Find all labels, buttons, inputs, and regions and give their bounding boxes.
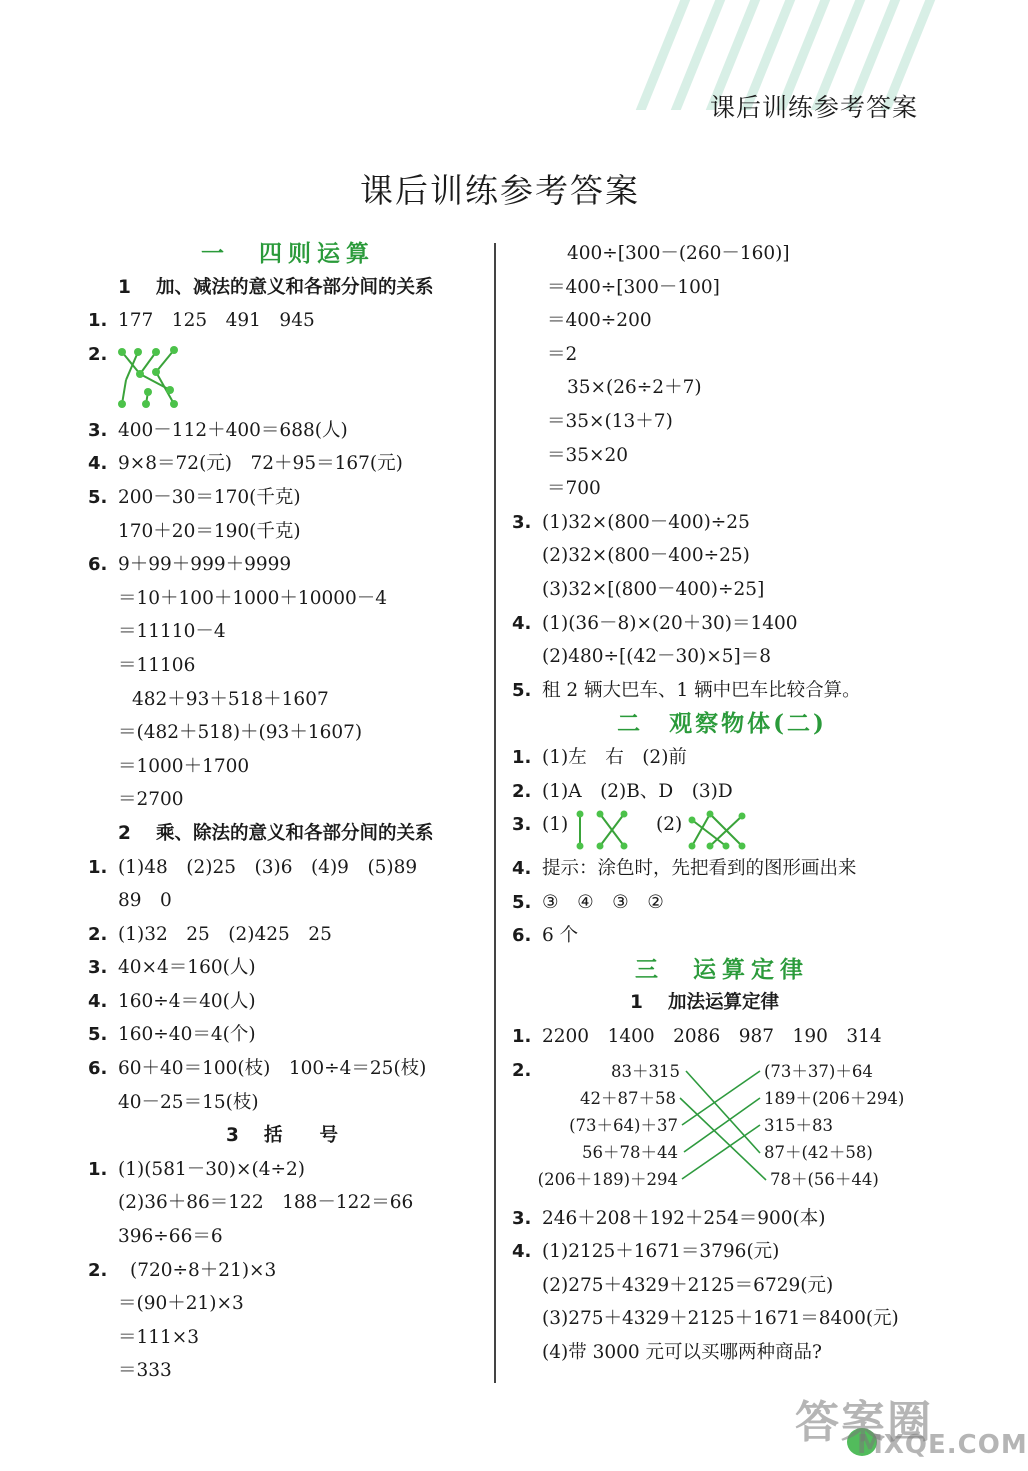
answer-item: 4. (1)(36－8)×(20＋30)＝1400 xyxy=(512,612,798,634)
right-column xyxy=(512,237,932,1370)
answer-continuation: ＝400÷200 xyxy=(547,310,652,332)
answer-item: 2. (1)A (2)B、D (3)D xyxy=(512,780,733,802)
answer-item: 2. (1)32 25 (2)425 25 xyxy=(88,923,332,945)
right-expression: 87＋(42＋58) xyxy=(764,1142,873,1162)
answer-item: 5. ③ ④ ③ ② xyxy=(512,891,664,913)
right-expression: 78＋(56＋44) xyxy=(770,1169,879,1189)
answer-continuation: ＝35×20 xyxy=(547,444,629,466)
answer-continuation: ＝111×3 xyxy=(118,1326,200,1348)
left-expression: 42＋87＋58 xyxy=(580,1088,676,1108)
answer-continuation: ＝(90＋21)×3 xyxy=(118,1293,244,1315)
answer-item: 1. 177 125 491 945 xyxy=(88,310,315,332)
answer-item: 3. 246＋208＋192＋254＝900(本) xyxy=(512,1207,826,1229)
answer-item: 2. 83＋315 42＋87＋58 (73＋64)＋37 56＋78＋44 (206＋189)＋294 (73＋37)＋64 189＋(206＋294) 315＋83 87＋(42＋58) 78＋(56＋44) xyxy=(512,1054,932,1202)
answer-continuation: (3)275＋4329＋2125＋1671＝8400(元) xyxy=(542,1308,899,1330)
answer-item: 6. 60＋40＝100(枝) 100÷4＝25(枝) xyxy=(88,1058,427,1080)
answer-continuation: (2)32×(800－400÷25) xyxy=(542,545,750,567)
page-title: 课后训练参考答案 xyxy=(360,171,640,210)
answer-item: 4. 160÷4＝40(人) xyxy=(88,990,256,1012)
answer-continuation: 170＋20＝190(千克) xyxy=(118,520,301,542)
answer-continuation: ＝333 xyxy=(118,1360,172,1382)
right-expression: (73＋37)＋64 xyxy=(764,1061,873,1081)
answer-continuation: (2)36＋86＝122 188－122＝66 xyxy=(118,1192,414,1214)
answer-continuation: ＝700 xyxy=(547,478,601,500)
right-expression: 315＋83 xyxy=(764,1115,833,1135)
answer-item: 3. 40×4＝160(人) xyxy=(88,957,256,979)
answer-continuation: (2)480÷[(42－30)×5]＝8 xyxy=(542,646,772,668)
left-expression: 83＋315 xyxy=(611,1061,680,1081)
answer-item: 2. xyxy=(88,338,488,414)
answer-continuation: 89 0 xyxy=(118,890,172,912)
chapter-heading: 二 观察物体(二) xyxy=(617,710,827,738)
answer-item: 6. 9＋99＋999＋9999 xyxy=(88,554,292,576)
answer-continuation: 35×(26÷2＋7) xyxy=(567,377,702,399)
answer-item: 1. (1)(581－30)×(4÷2) xyxy=(88,1158,305,1180)
watermark xyxy=(787,1386,1028,1461)
running-header: 课后训练参考答案 xyxy=(709,93,918,122)
answer-item: 2. (720÷8＋21)×3 xyxy=(88,1259,277,1281)
left-expression: (206＋189)＋294 xyxy=(537,1169,678,1189)
answer-continuation: 482＋93＋518＋1607 xyxy=(132,688,329,710)
watermark-url: MXQE.COM xyxy=(857,1430,1028,1460)
answer-continuation: ＝10＋100＋1000＋10000－4 xyxy=(118,587,388,609)
left-expression: (73＋64)＋37 xyxy=(569,1115,678,1135)
matching-diagram-2 xyxy=(690,812,760,852)
answer-item: 4. (1)2125＋1671＝3796(元) xyxy=(512,1241,780,1263)
answer-continuation: ＝400÷[300－100] xyxy=(547,276,720,298)
answer-item: 1. (1)左 右 (2)前 xyxy=(512,746,687,768)
answer-continuation: 40－25＝15(枝) xyxy=(118,1091,259,1113)
answer-continuation: (2)275＋4329＋2125＝6729(元) xyxy=(542,1274,834,1296)
matching-diagram-1 xyxy=(578,812,638,852)
answer-item: 4. 提示：涂色时，先把看到的图形画出来 xyxy=(512,858,857,880)
answer-item: 1. (1)48 (2)25 (3)6 (4)9 (5)89 xyxy=(88,856,418,878)
matching-expressions xyxy=(512,1054,912,1194)
section-heading: 3 括 号 xyxy=(226,1125,339,1147)
answer-continuation: ＝(482＋518)＋(93＋1607) xyxy=(118,722,363,744)
answer-item: 4. 9×8＝72(元) 72＋95＝167(元) xyxy=(88,453,403,475)
section-heading: 1 加、减法的意义和各部分间的关系 xyxy=(118,276,434,298)
answer-item: 3. (1)32×(800－400)÷25 xyxy=(512,511,750,533)
answer-continuation: 396÷66＝6 xyxy=(118,1226,223,1248)
chapter-heading: 三 运算定律 xyxy=(635,955,809,983)
answer-item: 5. 160÷40＝4(个) xyxy=(88,1024,256,1046)
section-heading: 1 加法运算定律 xyxy=(630,992,780,1014)
answer-continuation: ＝2 xyxy=(547,343,578,365)
answer-continuation: 400÷[300－(260－160)] xyxy=(567,243,790,264)
answer-item: 1. 2200 1400 2086 987 190 314 xyxy=(512,1026,882,1048)
answer-continuation: (4)带 3000 元可以买哪两种商品? xyxy=(542,1342,822,1364)
answer-item: 3. (1) (2) xyxy=(512,808,932,852)
header-decoration xyxy=(640,0,960,95)
left-column xyxy=(88,237,488,1388)
chapter-heading: 一 四则运算 xyxy=(201,240,375,267)
answer-continuation: ＝11106 xyxy=(118,654,196,676)
answer-continuation: ＝35×(13＋7) xyxy=(547,410,673,432)
answer-item: 6. 6 个 xyxy=(512,925,579,947)
answer-continuation: ＝2700 xyxy=(118,789,184,811)
watermark-text: 答案圈 xyxy=(795,1397,933,1448)
section-heading: 2 乘、除法的意义和各部分间的关系 xyxy=(118,822,434,844)
answer-item: 3. 400－112＋400＝688(人) xyxy=(88,419,348,441)
answer-item: 5. 租 2 辆大巴车、1 辆中巴车比较合算。 xyxy=(512,679,861,701)
answer-continuation: ＝11110－4 xyxy=(118,621,226,643)
answer-item: 5. 200－30＝170(千克) xyxy=(88,486,301,508)
answer-continuation: (3)32×[(800－400)÷25] xyxy=(542,578,765,600)
matching-diagram xyxy=(118,344,188,414)
column-divider xyxy=(494,243,496,1383)
answer-continuation: ＝1000＋1700 xyxy=(118,755,250,777)
right-expression: 189＋(206＋294) xyxy=(764,1088,905,1108)
left-expression: 56＋78＋44 xyxy=(582,1142,678,1162)
